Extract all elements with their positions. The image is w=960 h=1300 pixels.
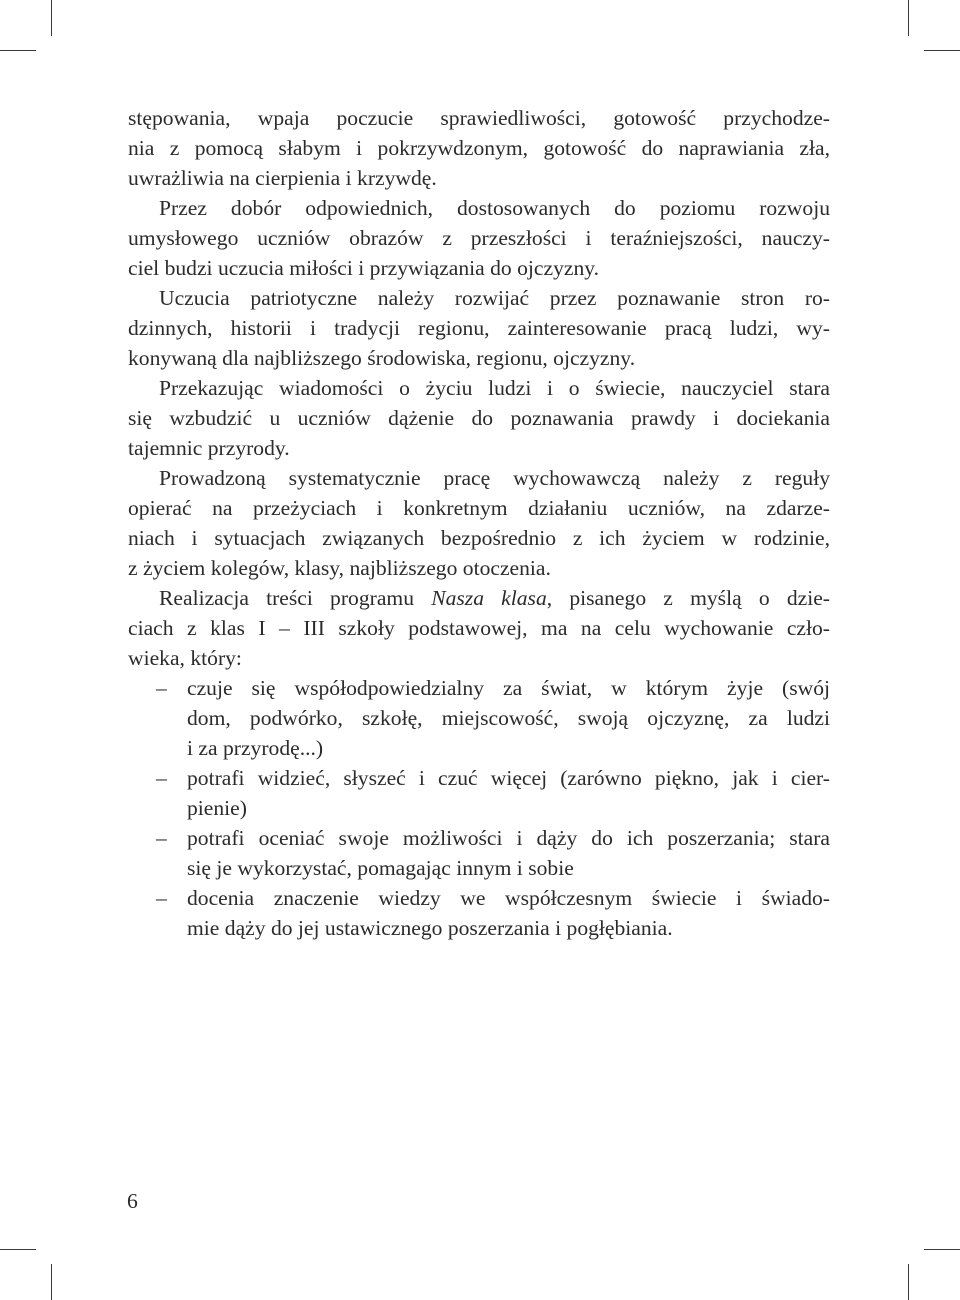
program-paragraph-line: wieka, który:: [128, 646, 242, 670]
text-line: dzinnych, historii i tradycji regionu, zainteresowanie pracą ludzi, wy-: [128, 316, 830, 340]
text-line: uwrażliwia na cierpienia i krzywdę.: [128, 166, 437, 190]
program-paragraph-line: ciach z klas I – III szkoły podstawowej, ma na celu wychowanie czło-: [128, 616, 830, 640]
program-paragraph-line: [128, 583, 830, 613]
text-line: konywaną dla najbliższego środowiska, regionu, ojczyzny.: [128, 346, 636, 370]
list-dash: –: [156, 676, 167, 700]
list-item-line: [128, 823, 830, 853]
crop-mark-top-right-vertical: [908, 0, 909, 36]
text-line: nia z pomocą słabym i pokrzywdzonym, gotowość do naprawiania zła,: [128, 136, 830, 160]
text-line: Prowadzoną systematycznie pracę wychowawczą należy z reguły: [159, 466, 830, 490]
list-text: czuje się współodpowiedzialny za świat, w którym żyje (swój: [187, 676, 830, 700]
text-run: , pisanego z myślą o dzie-: [546, 586, 830, 610]
text-run: Realizacja treści programu: [159, 586, 432, 610]
list-item-line: i za przyrodę...): [187, 736, 324, 760]
list-dash: –: [156, 886, 167, 910]
page-text: [128, 103, 830, 943]
crop-mark-bottom-left-vertical: [51, 1264, 52, 1300]
crop-mark-bottom-right-horizontal: [924, 1249, 960, 1250]
crop-mark-top-left-vertical: [51, 0, 52, 36]
list-item-line: mie dąży do jej ustawicznego poszerzania i pogłębiania.: [187, 916, 673, 940]
list-dash: –: [156, 826, 167, 850]
text-line: stępowania, wpaja poczucie sprawiedliwości, gotowość przychodze-: [128, 106, 830, 130]
program-title: Nasza klasa: [431, 586, 547, 610]
crop-mark-top-left-horizontal: [0, 50, 36, 51]
crop-mark-bottom-left-horizontal: [0, 1249, 36, 1250]
list-text: docenia znaczenie wiedzy we współczesnym świecie i świado-: [187, 886, 830, 910]
text-line: Przez dobór odpowiednich, dostosowanych do poziomu rozwoju: [159, 196, 830, 220]
text-line: tajemnic przyrody.: [128, 436, 290, 460]
crop-mark-top-right-horizontal: [924, 50, 960, 51]
page-number: 6: [127, 1189, 138, 1213]
text-line: Uczucia patriotyczne należy rozwijać przez poznawanie stron ro-: [159, 286, 830, 310]
list-item-line: się je wykorzystać, pomagając innym i sobie: [187, 856, 574, 880]
list-dash: –: [156, 766, 167, 790]
list-item-line: [128, 763, 830, 793]
text-line: Przekazując wiadomości o życiu ludzi i o świecie, nauczyciel stara: [159, 376, 830, 400]
list-item-line: [128, 883, 830, 913]
list-item-line: dom, podwórko, szkołę, miejscowość, swoją ojczyznę, za ludzi: [187, 706, 830, 730]
text-line: opierać na przeżyciach i konkretnym działaniu uczniów, na zdarze-: [128, 496, 830, 520]
text-line: ciel budzi uczucia miłości i przywiązania do ojczyzny.: [128, 256, 600, 280]
crop-mark-bottom-right-vertical: [908, 1264, 909, 1300]
text-line: niach i sytuacjach związanych bezpośrednio z ich życiem w rodzinie,: [128, 526, 830, 550]
list-item-line: [128, 673, 830, 703]
text-line: z życiem kolegów, klasy, najbliższego otoczenia.: [128, 556, 551, 580]
list-text: potrafi oceniać swoje możliwości i dąży do ich poszerzania; stara: [187, 826, 830, 850]
list-text: potrafi widzieć, słyszeć i czuć więcej (zarówno piękno, jak i cier-: [187, 766, 830, 790]
text-line: umysłowego uczniów obrazów z przeszłości i teraźniejszości, nauczy-: [128, 226, 830, 250]
list-item-line: pienie): [187, 796, 247, 820]
text-line: się wzbudzić u uczniów dążenie do poznawania prawdy i dociekania: [128, 406, 830, 430]
